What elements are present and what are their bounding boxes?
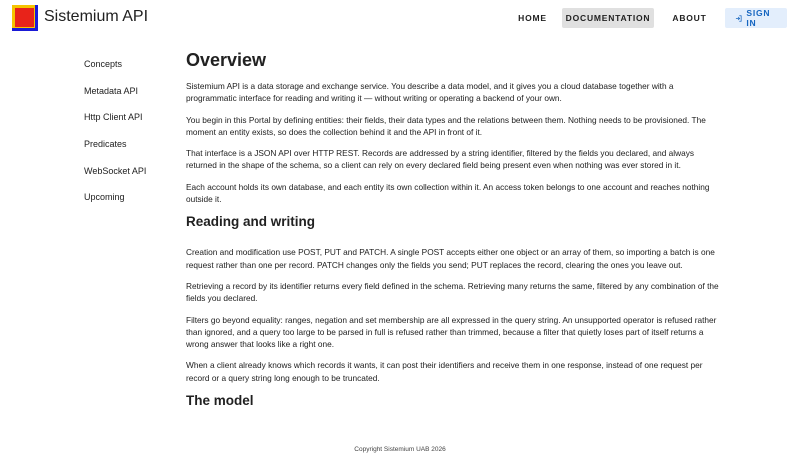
paragraph: When a client already knows which records it wants, it can post their identifiers and receive them in one response, instead of one request per record or a query string long enough to be truncated. (186, 360, 703, 383)
sidebar-item-metadata-api[interactable]: Metadata API (84, 85, 139, 96)
nav-home-button[interactable]: HOME (518, 13, 547, 23)
paragraph: That interface is a JSON API over HTTP REST. Records are addressed by a string identifier, filtered by the fields you declared, and always returned in the shape of the schema, so a client can rely on every declared field being present even when nothing was ever stored in it. (186, 148, 695, 171)
sidebar-item-concepts[interactable]: Concepts (84, 59, 123, 69)
doc-content (186, 50, 726, 425)
app-title[interactable]: Sistemium API (44, 8, 149, 25)
sidebar-item-http-client-api[interactable]: Http Client API (84, 112, 143, 123)
copyright-text: Copyright Sistemium UAB 2026 (354, 446, 446, 453)
sidebar-item-upcoming[interactable]: Upcoming (84, 192, 125, 203)
paragraph: Filters go beyond equality: ranges, negation and set membership are all expressed in the query string. An unsupported operator is refused rather than ignored, and a query too large to be parsed in full is refused rather than trimmed, because a filter that quietly loses part of itself returns a wrong answer that looks like a right one. (186, 314, 717, 350)
section-heading-model: The model (186, 393, 254, 409)
top-nav (511, 8, 787, 28)
logo[interactable] (12, 5, 38, 31)
nav-about-button[interactable]: ABOUT (672, 13, 707, 23)
page-title: Overview (186, 50, 267, 70)
sidebar-item-websocket-api[interactable]: WebSocket API (84, 165, 147, 176)
footer (0, 440, 800, 456)
login-icon (735, 14, 742, 23)
nav-documentation-button[interactable]: DOCUMENTATION (562, 8, 654, 28)
paragraph: Each account holds its own database, and each entity its own collection within it. An access token belongs to one account and reaches nothing outside it. (186, 181, 710, 205)
paragraph: Creation and modification use POST, PUT and PATCH. A single POST accepts either one object or an array of them, so importing a batch is one request rather than one per record. PATCH changes only the fields you send; PUT replaces the record, clearing the ones you leave out. (186, 247, 715, 270)
sign-in-button[interactable] (725, 8, 787, 28)
sidebar-item-predicates[interactable]: Predicates (84, 139, 127, 150)
paragraph: Sistemium API is a data storage and exchange service. You describe a data model, and it gives you a cloud database together with a programmatic interface for reading and writing it — without writing or operating a backend of your own. (186, 81, 674, 104)
paragraph: You begin in this Portal by defining entities: their fields, their data types and the relations between them. Nothing needs to be provisioned. The moment an entity exists, so does the collection behind it and the API in front of it. (186, 114, 706, 137)
app-header (0, 0, 800, 37)
docs-sidebar (84, 58, 174, 218)
section-heading-reading-writing: Reading and writing (186, 214, 316, 230)
sign-in-label: SIGN IN (746, 8, 771, 28)
paragraph: Retrieving a record by its identifier returns every field defined in the schema. Retrieving many returns the same, filtered by any combination of the fields you declared. (186, 280, 719, 304)
logo-red-square (15, 8, 34, 27)
